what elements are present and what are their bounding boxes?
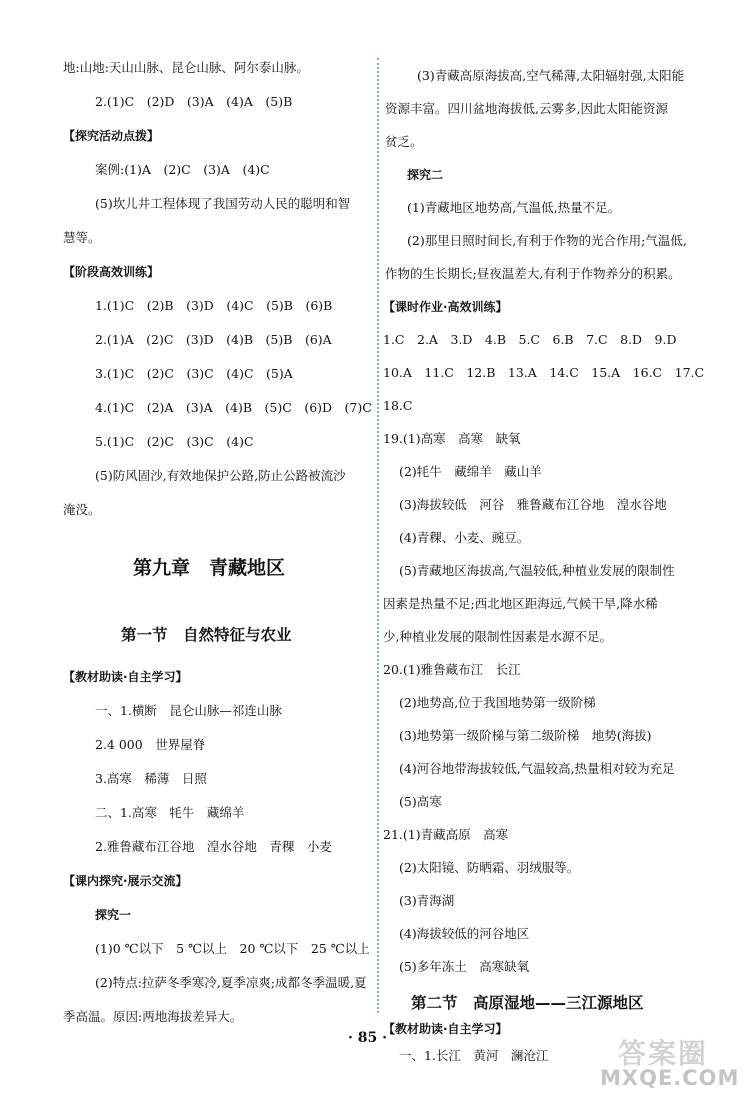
text-line: 案例:(1)A (2)C (3)A (4)C [95,162,270,177]
text-line: (4)海拔较低的河谷地区 [399,926,530,941]
text-line: (5)青藏地区海拔高,气温较低,种植业发展的限制性 [399,563,675,578]
page-number: · 85 · [348,1030,387,1046]
text-line: (5)防风固沙,有效地保护公路,防止公路被流沙 [95,468,346,483]
text-line: (3)地势第一级阶梯与第二级阶梯 地势(海拔) [399,728,652,743]
text-line: 19.(1)高寒 高寒 缺氧 [383,431,521,446]
section-heading: 【探究活动点拨】 [63,129,160,143]
text-line: 21.(1)青藏高原 高寒 [383,827,509,842]
section-heading: 【教材助读·自主学习】 [63,670,188,684]
text-line: 贫乏。 [385,134,423,149]
chapter-title: 第九章 青藏地区 [133,557,286,579]
subheading: 探究二 [407,168,444,182]
section-heading: 【教材助读·自主学习】 [383,1022,508,1036]
text-line: (2)牦牛 藏绵羊 藏山羊 [399,464,542,479]
subheading: 探究一 [95,908,132,922]
watermark-logo [600,1032,750,1092]
text-line: (3)海拔较低 河谷 雅鲁藏布江谷地 湟水谷地 [399,497,667,512]
text-line: (4)河谷地带海拔较低,气温较高,热量相对较为充足 [399,761,675,776]
text-line: 2.(1)C (2)D (3)A (4)A (5)B [95,94,293,109]
column-divider [377,58,379,1013]
text-line: (4)青稞、小麦、豌豆。 [399,530,530,545]
text-line: 因素是热量不足;西北地区距海远,气候干旱,降水稀 [383,596,658,611]
text-line: 2.(1)A (2)C (3)D (4)B (5)B (6)A [95,332,332,347]
text-line: 一、1.长江 黄河 澜沧江 [399,1048,549,1063]
text-line: 地:山地:天山山脉、昆仑山脉、阿尔泰山脉。 [63,60,309,75]
section-heading: 【课内探究·展示交流】 [63,874,188,888]
text-line: 2.雅鲁藏布江谷地 湟水谷地 青稞 小麦 [95,839,332,854]
text-line: 少,种植业发展的限制性因素是水源不足。 [383,629,612,644]
text-line: (2)特点:拉萨冬季寒冷,夏季凉爽;成都冬季温暖,夏 [95,975,367,990]
text-line: (2)地势高,位于我国地势第一级阶梯 [399,695,596,710]
text-line: (3)青海湖 [399,893,455,908]
text-line: (2)太阳镜、防晒霜、羽绒服等。 [399,860,580,875]
text-line: 慧等。 [63,230,101,245]
text-line: 3.(1)C (2)C (3)C (4)C (5)A [95,366,293,381]
text-line: 3.高寒 稀薄 日照 [95,771,207,786]
text-line: (1)青藏地区地势高,气温低,热量不足。 [407,200,621,215]
text-line: 淹没。 [63,502,101,517]
text-line: (5)高寒 [399,794,442,809]
text-line: 1.(1)C (2)B (3)D (4)C (5)B (6)B [95,298,333,313]
section-heading: 【课时作业·高效训练】 [383,300,508,314]
text-line: 10.A 11.C 12.B 13.A 14.C 15.A 16.C 17.C [383,365,705,380]
text-line: (3)青藏高原海拔高,空气稀薄,太阳辐射强,太阳能 [417,68,685,83]
watermark-text: 答案圈 [618,1037,709,1070]
text-line: (1)0 ℃以下 5 ℃以上 20 ℃以下 25 ℃以上 [95,941,370,956]
text-line: 一、1.横断 昆仑山脉—祁连山脉 [95,703,282,718]
text-line: (2)那里日照时间长,有利于作物的光合作用;气温低, [407,233,687,248]
text-line: 资源丰富。四川盆地海拔低,云雾多,因此太阳能资源 [385,101,668,116]
watermark-url: MXQE.COM [600,1066,740,1090]
text-line: 1.C 2.A 3.D 4.B 5.C 6.B 7.C 8.D 9.D [383,332,677,347]
text-line: 20.(1)雅鲁藏布江 长江 [383,662,521,677]
text-line: 作物的生长期长;昼夜温差大,有利于作物养分的积累。 [385,266,681,281]
text-line: (5)多年冻土 高寒缺氧 [399,959,530,974]
text-line: (5)坎儿井工程体现了我国劳动人民的聪明和智 [95,196,351,211]
text-line: 季高温。原因:两地海拔差异大。 [63,1009,243,1024]
text-line: 18.C [383,398,413,413]
section-title: 第一节 自然特征与农业 [121,626,292,644]
text-line: 2.4 000 世界屋脊 [95,737,206,752]
section-title: 第二节 高原湿地——三江源地区 [411,994,644,1012]
text-line: 二、1.高寒 牦牛 藏绵羊 [95,805,245,820]
text-line: 4.(1)C (2)A (3)A (4)B (5)C (6)D (7)C [95,400,372,415]
text-line: 5.(1)C (2)C (3)C (4)C [95,434,254,449]
section-heading: 【阶段高效训练】 [63,265,160,279]
